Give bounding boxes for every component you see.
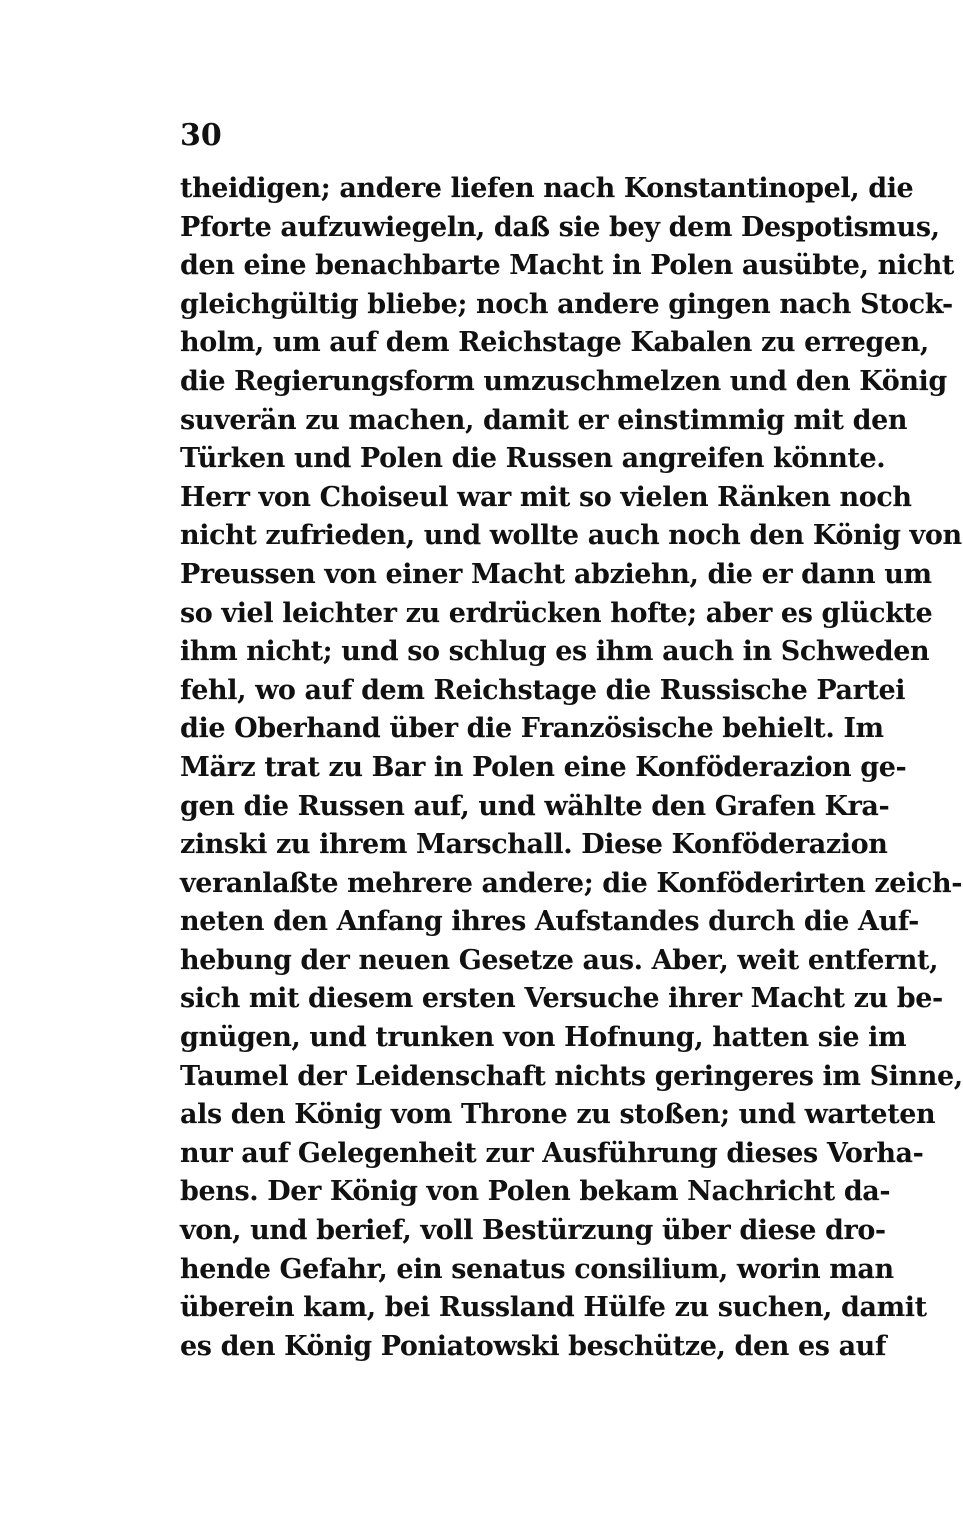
- text-line: den eine benachbarte Macht in Polen ausübte, nicht: [180, 250, 955, 282]
- text-line: neten den Anfang ihres Aufstandes durch die Auf-: [180, 906, 919, 938]
- text-line: gen die Russen auf, und wählte den Grafen Kra-: [180, 790, 890, 822]
- text-line: sich mit diesem ersten Versuche ihrer Macht zu be-: [180, 983, 943, 1015]
- text-line: Preussen von einer Macht abziehn, die er dann um: [180, 558, 932, 590]
- page-number: 30: [180, 118, 222, 153]
- text-line: bens. Der König von Polen bekam Nachricht da-: [180, 1176, 891, 1208]
- text-line: die Oberhand über die Französische behielt. Im: [180, 713, 884, 745]
- body-text: [180, 170, 963, 1366]
- text-line: fehl, wo auf dem Reichstage die Russische Partei: [180, 674, 906, 706]
- text-line: Pforte aufzuwiegeln, daß sie bey dem Despotismus,: [180, 211, 940, 243]
- text-line: theidigen; andere liefen nach Konstantinopel, die: [180, 173, 914, 204]
- text-line: die Regierungsform umzuschmelzen und den König: [180, 365, 947, 397]
- text-line: suverän zu machen, damit er einstimmig mit den: [180, 404, 908, 436]
- text-line: holm, um auf dem Reichstage Kabalen zu erregen,: [180, 327, 929, 359]
- text-line: von, und berief, voll Bestürzung über diese dro-: [180, 1215, 886, 1247]
- text-line: es den König Poniatowski beschütze, den es auf: [180, 1330, 887, 1362]
- text-line: Taumel der Leidenschaft nichts geringeres im Sinne,: [180, 1060, 963, 1092]
- text-line: überein kam, bei Russland Hülfe zu suchen, damit: [180, 1292, 927, 1324]
- text-line: Türken und Polen die Russen angreifen könnte.: [180, 443, 886, 475]
- text-line: hende Gefahr, ein senatus consilium, worin man: [180, 1253, 894, 1285]
- text-line: gleichgültig bliebe; noch andere gingen nach Stock-: [180, 288, 953, 320]
- text-line: nicht zufrieden, und wollte auch noch den König von: [180, 520, 962, 552]
- text-line: ihm nicht; und so schlug es ihm auch in Schweden: [180, 636, 930, 668]
- text-line: als den König vom Throne zu stoßen; und warteten: [180, 1099, 936, 1131]
- text-line: veranlaßte mehrere andere; die Konföderirten zeich-: [180, 867, 963, 899]
- text-line: Herr von Choiseul war mit so vielen Ränken noch: [180, 481, 912, 513]
- text-line: so viel leichter zu erdrücken hofte; aber es glückte: [180, 597, 933, 629]
- text-line: März trat zu Bar in Polen eine Konföderazion ge-: [180, 751, 907, 783]
- text-line: hebung der neuen Gesetze aus. Aber, weit entfernt,: [180, 944, 939, 976]
- text-line: gnügen, und trunken von Hofnung, hatten sie im: [180, 1022, 907, 1054]
- text-line: zinski zu ihrem Marschall. Diese Konföderazion: [180, 829, 888, 861]
- text-line: nur auf Gelegenheit zur Ausführung dieses Vorha-: [180, 1137, 924, 1169]
